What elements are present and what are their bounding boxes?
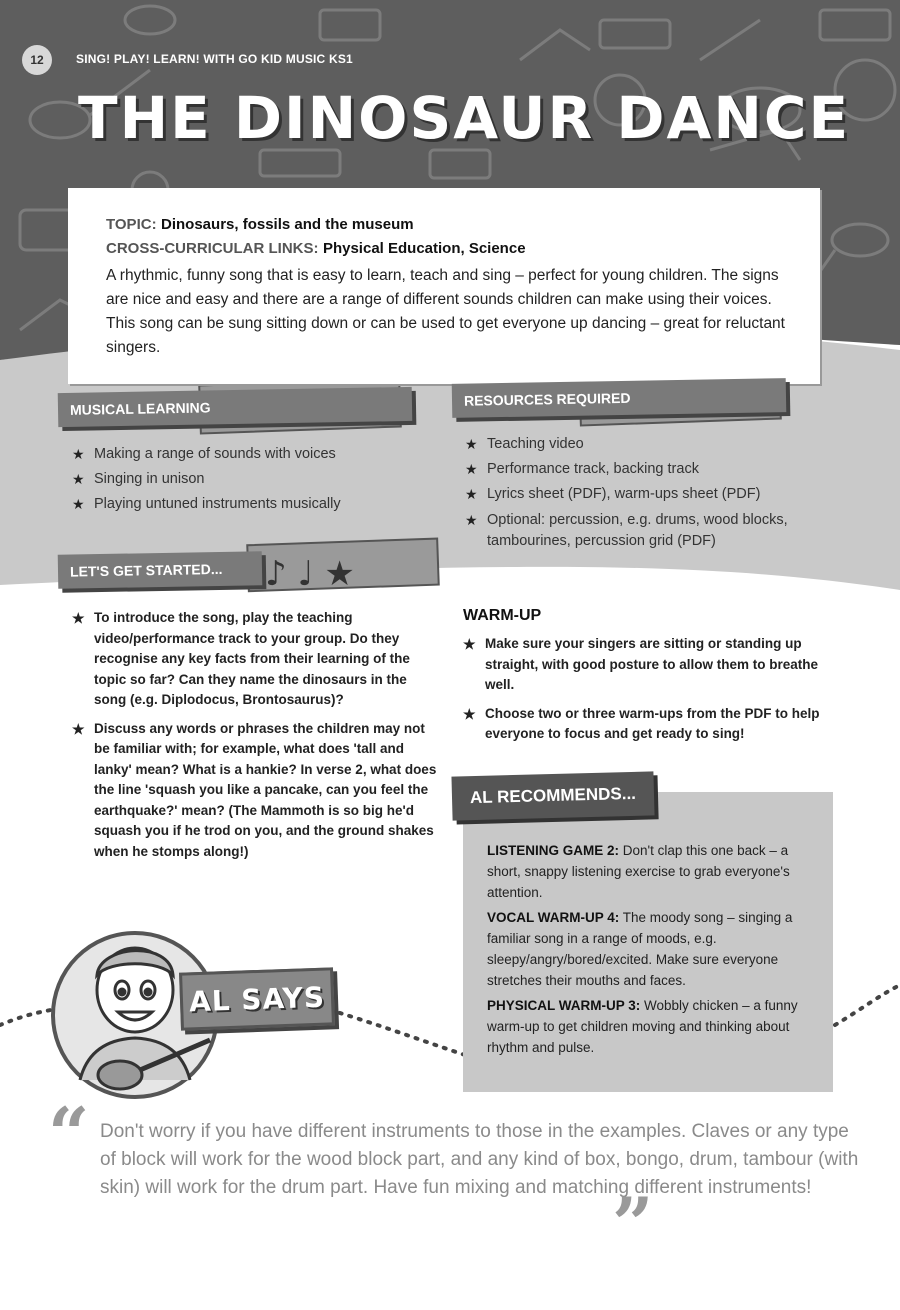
links-label: CROSS-CURRICULAR LINKS: [106,240,319,257]
star-icon: ★ [463,636,476,652]
al-recommends-box [463,792,833,1092]
topic-value: Dinosaurs, fossils and the museum [161,216,414,233]
recommendation-item: LISTENING GAME 2: Don't clap this one back – a short, snappy listening exercise to grab everyone's attention. [487,843,790,900]
series-title: SING! PLAY! LEARN! WITH GO KID MUSIC KS1 [76,52,353,66]
music-notes [265,554,355,594]
list-item: ★ Discuss any words or phrases the children may not be familiar with; for example, what does 'tall and lanky' mean? What is a hankie? In verse 2, what does the line 'squash you like a pancake, can you feel the earthquake?' mean? (The Mammoth is so big he'd squash you if he trod on you, and the ground shakes when he stomps along!) [72,720,437,859]
getting-started-heading: LET'S GET STARTED... [58,551,263,589]
resources-heading: RESOURCES REQUIRED [452,378,787,418]
warm-up-heading: WARM-UP [463,607,542,624]
open-quote-icon: “ [48,1091,90,1176]
topic-label: TOPIC: [106,216,157,233]
star-icon: ★ [72,496,85,512]
recommendation-item: VOCAL WARM-UP 4: The moody song – singing a familiar song in a range of moods, e.g. sleepy/angry/bored/excited. Make sure everyone stretches their mouths and faces. [487,910,793,988]
star-icon: ★ [72,610,85,626]
star-icon: ★ [465,461,478,477]
getting-started-list [72,608,442,870]
star-icon: ★ [465,486,478,502]
star-icon: ★ [465,436,478,452]
star-icon: ★ [72,471,85,487]
list-item: ★ Playing untuned instruments musically [72,492,432,517]
list-item: ★ Optional: percussion, e.g. drums, wood blocks, tambourines, percussion grid (PDF) [465,512,788,549]
list-item: ★ Performance track, backing track [465,457,835,482]
list-item: ★ Make sure your singers are sitting or standing up straight, with good posture to allow them to breathe well. [463,636,819,692]
recommendation-item: PHYSICAL WARM-UP 3: Wobbly chicken – a funny warm-up to get children moving and thinking about rhythm and pulse. [487,998,798,1055]
musical-learning-list [72,442,432,517]
resources-list [465,432,835,552]
intro-description: A rhythmic, funny song that is easy to learn, teach and sing – perfect for young children. The signs are nice and easy and there are a range of different sounds children can make using their voices. This song can be sung sitting down or can be used to get everyone up dancing – great for reluctant singers. [106,267,785,356]
links-value: Physical Education, Science [322,240,526,257]
page-title: THE DINOSAUR DANCE [78,84,851,152]
al-recommends-heading: AL RECOMMENDS... [451,771,654,820]
warm-up-list [463,634,823,753]
star-icon: ★ [72,720,85,737]
list-item: ★ Choose two or three warm-ups from the PDF to help everyone to focus and get ready to sing! [463,705,820,741]
list-item: ★ Singing in unison [72,467,432,492]
star-icon: ★ [72,446,85,462]
star-icon: ★ [463,705,476,722]
svg-text:♪ ♩ ★: ♪ ♩ ★ [265,554,355,594]
list-item: ★ To introduce the song, play the teaching video/performance track to your group. Do they recognise any key facts from their learning of the topic so far? Can they name the dinosaurs in the song (e.g. Diplodocus, Brontosaurus)? [72,610,410,707]
list-item: ★ Making a range of sounds with voices [72,442,432,467]
al-says-badge: AL SAYS [179,967,335,1030]
page-number: 12 [22,45,52,75]
intro-box [68,188,820,384]
star-icon: ★ [465,512,478,528]
list-item: ★ Teaching video [465,432,835,457]
musical-learning-heading: MUSICAL LEARNING [58,387,413,427]
close-quote-icon: ” [612,1181,654,1266]
al-says-quote: Don't worry if you have different instruments to those in the examples. Claves or any type of block will work for the wood block part, and any kind of box, bongo, drum, tambour (with skin) will work for the drum part. Have fun mixing and matching different instruments! [100,1121,859,1198]
list-item: ★ Lyrics sheet (PDF), warm-ups sheet (PDF) [465,482,835,507]
